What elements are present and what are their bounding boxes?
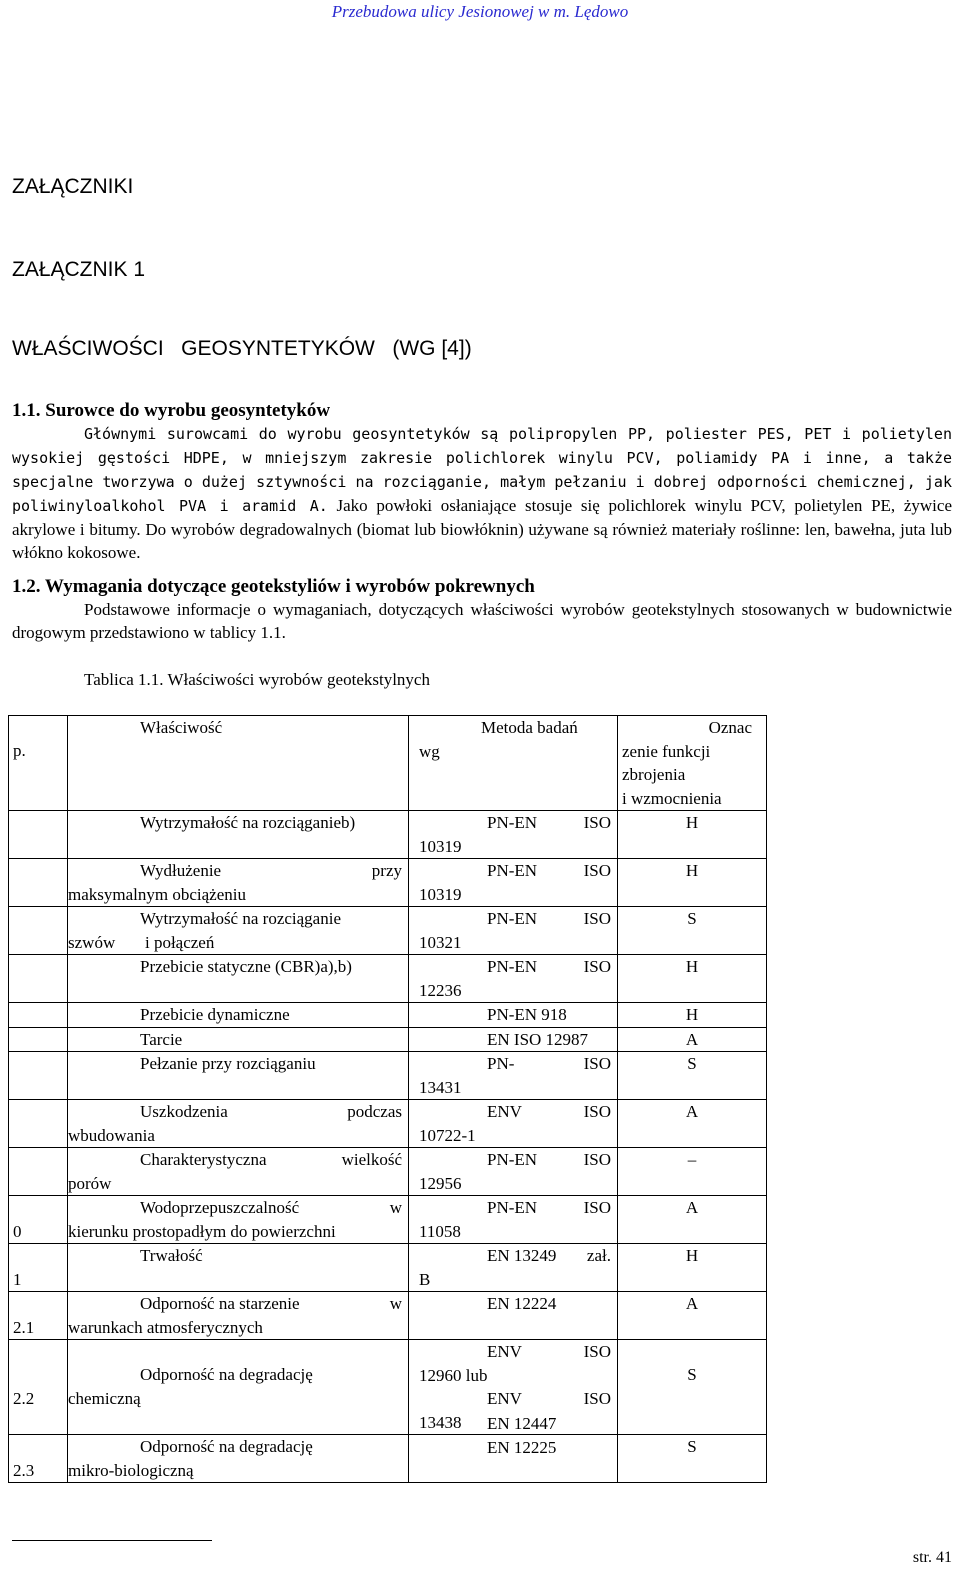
property-line: Pełzanie przy rozciąganiu — [140, 1054, 316, 1073]
table-row — [9, 1052, 767, 1100]
method-part: ISO — [583, 1198, 611, 1217]
method-number: 10722-1 — [419, 1125, 476, 1145]
row-lp: 2.1 — [9, 1292, 68, 1340]
header-func-2: zenie funkcji — [622, 741, 711, 761]
table-row — [9, 1027, 767, 1052]
row-method — [409, 1148, 618, 1196]
row-lp — [9, 811, 68, 859]
row-lp — [9, 859, 68, 907]
row-method — [409, 955, 618, 1003]
row-method — [409, 1244, 618, 1292]
row-method — [409, 1196, 618, 1244]
row-property — [68, 1244, 409, 1292]
row-function: H — [618, 1003, 767, 1028]
row-function: S — [618, 1052, 767, 1100]
footer-rule — [12, 1540, 212, 1541]
property-line: porów — [68, 1173, 112, 1193]
row-property — [68, 907, 409, 955]
header-lp: p. — [9, 716, 68, 811]
row-lp — [9, 907, 68, 955]
property-line: warunkach atmosferycznych — [68, 1317, 263, 1337]
method-number: B — [419, 1269, 431, 1289]
row-function: A — [618, 1027, 767, 1052]
table-row — [9, 1292, 767, 1340]
row-function: S — [618, 1340, 767, 1435]
header-method-wg: wg — [419, 741, 440, 761]
row-function: A — [618, 1100, 767, 1148]
row-property — [68, 1435, 409, 1483]
row-method — [409, 1292, 618, 1340]
row-property — [68, 1292, 409, 1340]
method-part: ISO — [583, 1342, 611, 1361]
method-line: PN-EN 918 — [487, 1005, 567, 1024]
header-property — [68, 716, 409, 811]
table-row — [9, 1100, 767, 1148]
property-word: Uszkodzenia — [140, 1102, 228, 1121]
row-function: – — [618, 1148, 767, 1196]
property-line: Przebicie statyczne (CBR)a),b) — [140, 957, 352, 976]
paragraph-part-2: Jako powłoki osłaniające stosuje się polichlorek winylu PCV, polietylen PE, żywice akrylowe i bitumy. Do wyrobów degradowalnych (biomat lub biowłóknin) używane są również materiały roślinne: len, bawełna, juta lub włókno kokosowe. — [12, 496, 952, 562]
row-property — [68, 1340, 409, 1435]
row-property — [68, 1027, 409, 1052]
row-lp — [9, 1052, 68, 1100]
property-line: szwów i połączeń — [68, 932, 215, 952]
table-row — [9, 811, 767, 859]
section-surowce — [12, 399, 952, 564]
method-part: EN 13249 — [487, 1246, 557, 1265]
property-word: Charakterystyczna — [140, 1150, 267, 1169]
method-line: EN 12225 — [487, 1437, 557, 1457]
row-function: H — [618, 1244, 767, 1292]
method-line: EN 12224 — [487, 1294, 557, 1313]
header-func-1: Oznac — [708, 718, 752, 737]
method-part: PN- — [487, 1054, 515, 1073]
row-lp — [9, 1027, 68, 1052]
section-paragraph — [12, 422, 952, 564]
method-part: ISO — [583, 1389, 611, 1408]
method-number: 12960 lub — [419, 1365, 488, 1385]
method-part: ISO — [583, 909, 611, 928]
method-part: zał. — [586, 1246, 611, 1265]
method-part: ISO — [583, 861, 611, 880]
row-method — [409, 859, 618, 907]
table-header-row — [9, 716, 767, 811]
row-method — [409, 1027, 618, 1052]
method-part: ISO — [583, 957, 611, 976]
property-line: kierunku prostopadłym do powierzchni — [68, 1221, 336, 1241]
property-word: w — [389, 1294, 402, 1313]
row-method — [409, 1052, 618, 1100]
row-lp — [9, 1100, 68, 1148]
table-row — [9, 1340, 767, 1435]
row-function: A — [618, 1292, 767, 1340]
table-row — [9, 1244, 767, 1292]
table-row — [9, 859, 767, 907]
method-part: PN-EN — [487, 1150, 538, 1169]
method-number: 10319 — [419, 884, 462, 904]
row-lp: 2.3 — [9, 1435, 68, 1483]
page-number: str. 41 — [912, 1549, 952, 1566]
row-method — [409, 907, 618, 955]
method-part: ENV — [487, 1389, 522, 1408]
method-number: 13431 — [419, 1077, 462, 1097]
header-method-label: Metoda badań — [481, 718, 578, 737]
property-word: Wydłużenie — [140, 861, 222, 880]
row-lp — [9, 1148, 68, 1196]
method-line: EN 12447 — [487, 1414, 557, 1433]
method-number: 11058 — [419, 1221, 461, 1241]
method-number: 10321 — [419, 932, 462, 952]
row-property — [68, 1100, 409, 1148]
table-row — [9, 1003, 767, 1028]
method-part: ISO — [583, 1102, 611, 1121]
method-part: PN-EN — [487, 909, 538, 928]
property-line: Wytrzymałość na rozciąganieb) — [140, 813, 356, 832]
row-property — [68, 859, 409, 907]
row-lp: 2.2 — [9, 1340, 68, 1435]
running-header — [0, 0, 960, 23]
property-word: wielkość — [341, 1150, 402, 1169]
row-property — [68, 955, 409, 1003]
method-part: ISO — [583, 813, 611, 832]
row-property — [68, 1196, 409, 1244]
property-line: mikro-biologiczną — [68, 1460, 194, 1480]
property-line: Odporność na degradację — [140, 1437, 313, 1456]
property-word: Wodoprzepuszczalność — [140, 1198, 300, 1217]
row-function: S — [618, 907, 767, 955]
method-line: EN ISO 12987 — [487, 1029, 589, 1049]
row-method — [409, 811, 618, 859]
method-part: ENV — [487, 1102, 522, 1121]
table-row — [9, 1148, 767, 1196]
method-part: ENV — [487, 1342, 522, 1361]
row-property — [68, 811, 409, 859]
table-caption: Tablica 1.1. Właściwości wyrobów geotekstylnych — [84, 670, 430, 689]
table-row — [9, 1196, 767, 1244]
table-row — [9, 1435, 767, 1483]
row-method — [409, 1100, 618, 1148]
row-function: A — [618, 1196, 767, 1244]
property-word: przy — [371, 861, 402, 880]
row-function: H — [618, 859, 767, 907]
paragraph-part-1: Głównymi surowcami do wyrobu geosyntetyków są polipropylen PP, poliester PES, PET i polietylen wysokiej gęstości HDPE, w mniejszym zakresie polichlorek winylu PCV, poliamidy PA i inne, a także specjalne tworzywa o dużej sztywności na rozciąganie, małym pełzaniu i dobrej odporności chemicznej, jak poliwinyloalkohol PVA i aramid A. — [12, 425, 952, 515]
section-title: 1.1. Surowce do wyrobu geosyntetyków — [12, 400, 331, 421]
row-lp: 0 — [9, 1196, 68, 1244]
row-method — [409, 1003, 618, 1028]
row-function: H — [618, 811, 767, 859]
method-number: 12956 — [419, 1173, 462, 1193]
property-line: wbudowania — [68, 1125, 155, 1145]
title-zalaczniki: ZAŁĄCZNIKI — [12, 175, 134, 198]
row-function: H — [618, 955, 767, 1003]
row-lp: 1 — [9, 1244, 68, 1292]
property-line: maksymalnym obciążeniu — [68, 884, 246, 904]
method-part: PN-EN — [487, 861, 538, 880]
property-line: Przebicie dynamiczne — [140, 1005, 290, 1024]
header-method — [409, 716, 618, 811]
header-link[interactable]: Przebudowa ulicy Jesionowej w m. Lędowo — [331, 2, 629, 21]
table-row — [9, 907, 767, 955]
property-word: podczas — [347, 1102, 402, 1121]
row-property — [68, 1148, 409, 1196]
property-word: w — [389, 1198, 402, 1217]
row-function: S — [618, 1435, 767, 1483]
property-line: Tarcie — [140, 1029, 183, 1049]
method-part: ISO — [583, 1150, 611, 1169]
property-line: Odporność na degradację — [140, 1365, 313, 1384]
property-line: Wytrzymałość na rozciąganie — [140, 909, 341, 928]
row-property — [68, 1003, 409, 1028]
method-part: PN-EN — [487, 957, 538, 976]
row-lp — [9, 955, 68, 1003]
header-property-label: Właściwość — [140, 718, 223, 737]
property-word: Odporność na starzenie — [140, 1294, 300, 1313]
title-wlasciwosci: WŁAŚCIWOŚCI GEOSYNTETYKÓW (WG [4]) — [12, 337, 472, 360]
method-number: 12236 — [419, 980, 462, 1000]
method-number: 13438 — [419, 1412, 462, 1432]
header-func-3: zbrojenia — [622, 765, 686, 784]
property-line: Trwałość — [140, 1246, 203, 1265]
method-part: PN-EN — [487, 813, 538, 832]
section-wymagania — [12, 575, 952, 644]
title-zalacznik-1: ZAŁĄCZNIK 1 — [12, 258, 146, 281]
header-function — [618, 716, 767, 811]
section-title: 1.2. Wymagania dotyczące geotekstyliów i wyrobów pokrewnych — [12, 576, 535, 597]
table-row — [9, 955, 767, 1003]
row-property — [68, 1052, 409, 1100]
method-number: 10319 — [419, 836, 462, 856]
row-lp — [9, 1003, 68, 1028]
section-paragraph: Podstawowe informacje o wymaganiach, dotyczących właściwości wyrobów geotekstylnych stosowanych w budownictwie drogowym przedstawiono w tablicy 1.1. — [12, 600, 952, 642]
property-line: chemiczną — [68, 1388, 141, 1408]
properties-table — [8, 715, 767, 1483]
header-func-4: i wzmocnienia — [622, 788, 722, 808]
method-part: PN-EN — [487, 1198, 538, 1217]
method-part: ISO — [583, 1054, 611, 1073]
